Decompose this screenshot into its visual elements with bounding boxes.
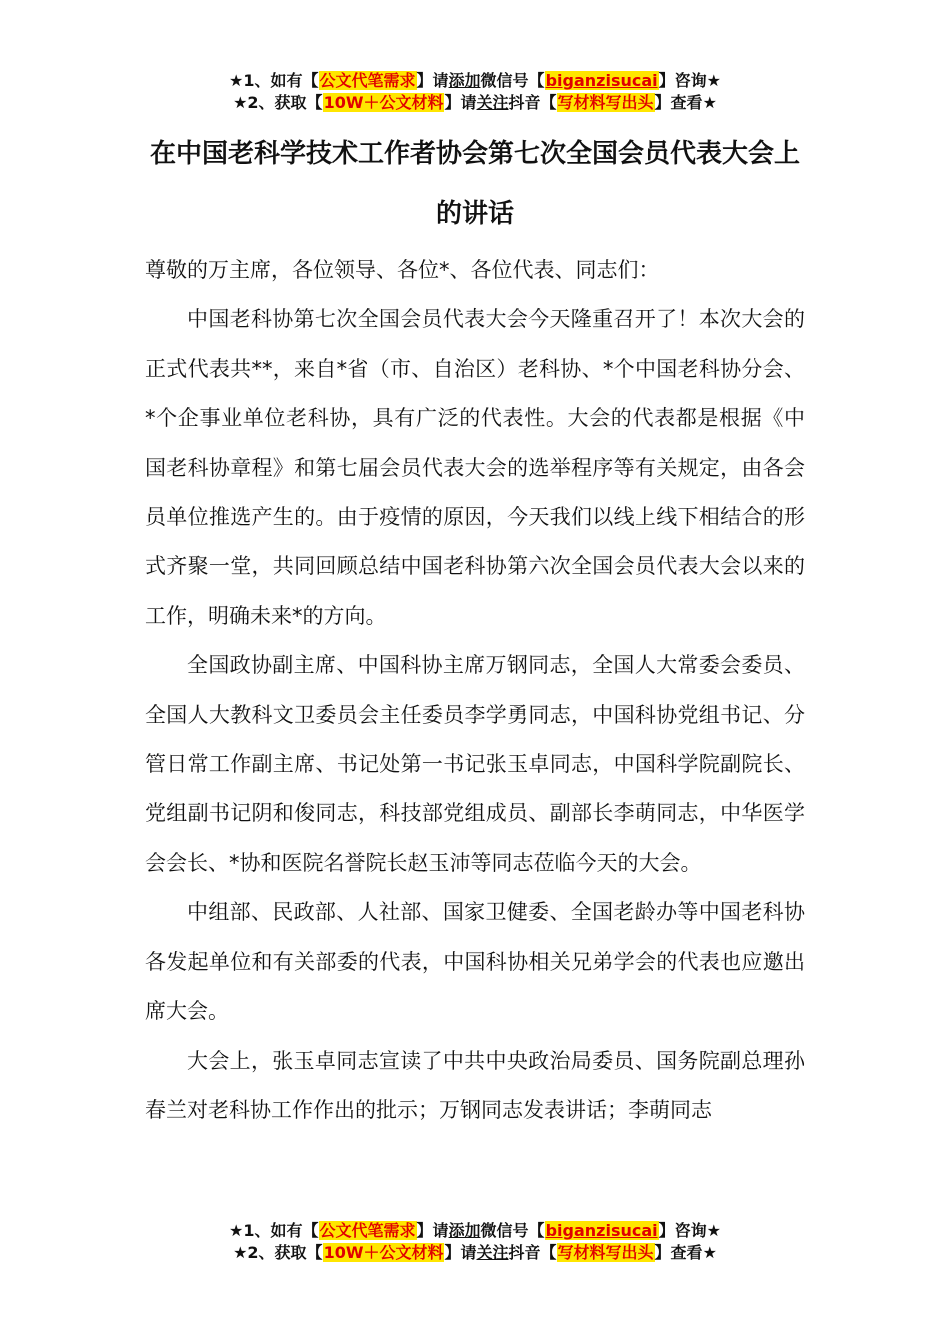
star-icon: ★ bbox=[229, 71, 244, 90]
header-promo-banner bbox=[0, 70, 950, 114]
promo-emphasis: 关注 bbox=[476, 1243, 509, 1262]
star-icon: ★ bbox=[233, 1243, 248, 1262]
promo-emphasis: 添加 bbox=[448, 71, 481, 90]
promo-highlight: 写材料写出头 bbox=[557, 93, 654, 112]
promo-highlight: 公文代笔需求 bbox=[319, 71, 416, 90]
promo-line-1 bbox=[0, 70, 950, 92]
promo-emphasis: 关注 bbox=[476, 93, 509, 112]
promo-text: 】请 bbox=[444, 1243, 477, 1262]
star-icon: ★ bbox=[702, 1243, 717, 1262]
document-title: 在中国老科学技术工作者协会第七次全国会员代表大会上的讲话 bbox=[149, 139, 800, 229]
footer-promo-banner bbox=[0, 1220, 950, 1264]
star-icon: ★ bbox=[229, 1221, 244, 1240]
promo-text: 1、如有【 bbox=[243, 1221, 319, 1240]
promo-line-1 bbox=[0, 1220, 950, 1242]
star-icon: ★ bbox=[706, 1221, 721, 1240]
promo-highlight: 10W＋公文材料 bbox=[323, 1243, 444, 1262]
promo-text: 】请 bbox=[444, 93, 477, 112]
promo-highlight: 写材料写出头 bbox=[557, 1243, 654, 1262]
salutation: 尊敬的万主席，各位领导、各位*、各位代表、同志们： bbox=[145, 258, 660, 282]
promo-line-2 bbox=[0, 92, 950, 114]
promo-emphasis: 添加 bbox=[448, 1221, 481, 1240]
body-paragraph: 中国老科协第七次全国会员代表大会今天隆重召开了！本次大会的正式代表共**，来自*省（市、自治区）老科协、*个中国老科协分会、*个企事业单位老科协，具有广泛的代表性。大会的代表都是根据《中国老科协章程》和第七届会员代表大会的选举程序等有关规定，由各会员单位推选产生的。由于疫情的原因，今天我们以线上线下相结合的形式齐聚一堂，共同回顾总结中国老科协第六次全国会员代表大会以来的工作，明确未来*的方向。 bbox=[145, 307, 805, 628]
promo-highlight: 公文代笔需求 bbox=[319, 1221, 416, 1240]
promo-text: 】咨询 bbox=[658, 71, 707, 90]
wechat-id-link[interactable]: biganzisucai bbox=[545, 71, 658, 90]
promo-text: 】查看 bbox=[654, 1243, 703, 1262]
promo-line-2 bbox=[0, 1242, 950, 1264]
promo-text: 抖音【 bbox=[508, 1243, 557, 1262]
promo-text: 2、获取【 bbox=[247, 93, 323, 112]
promo-text: 2、获取【 bbox=[247, 1243, 323, 1262]
promo-text: 1、如有【 bbox=[243, 71, 319, 90]
promo-text: 抖音【 bbox=[508, 93, 557, 112]
promo-text: 】咨询 bbox=[658, 1221, 707, 1240]
body-paragraph: 中组部、民政部、人社部、国家卫健委、全国老龄办等中国老科协各发起单位和有关部委的代表，中国科协相关兄弟学会的代表也应邀出席大会。 bbox=[145, 900, 805, 1024]
promo-highlight: 10W＋公文材料 bbox=[323, 93, 444, 112]
promo-text: 微信号【 bbox=[480, 1221, 545, 1240]
promo-text: 】请 bbox=[416, 71, 449, 90]
promo-text: 】查看 bbox=[654, 93, 703, 112]
star-icon: ★ bbox=[233, 93, 248, 112]
document-body bbox=[145, 246, 805, 1135]
promo-text: 】请 bbox=[416, 1221, 449, 1240]
promo-text: 微信号【 bbox=[480, 71, 545, 90]
star-icon: ★ bbox=[702, 93, 717, 112]
wechat-id-link[interactable]: biganzisucai bbox=[545, 1221, 658, 1240]
body-paragraph: 大会上，张玉卓同志宣读了中共中央政治局委员、国务院副总理孙春兰对老科协工作作出的批示；万钢同志发表讲话；李萌同志 bbox=[145, 1048, 805, 1122]
star-icon: ★ bbox=[706, 71, 721, 90]
body-paragraph: 全国政协副主席、中国科协主席万钢同志，全国人大常委会委员、全国人大教科文卫委员会主任委员李学勇同志，中国科协党组书记、分管日常工作副主席、书记处第一书记张玉卓同志，中国科学院副院长、党组副书记阴和俊同志，科技部党组成员、副部长李萌同志，中华医学会会长、*协和医院名誉院长赵玉沛等同志莅临今天的大会。 bbox=[145, 653, 805, 875]
